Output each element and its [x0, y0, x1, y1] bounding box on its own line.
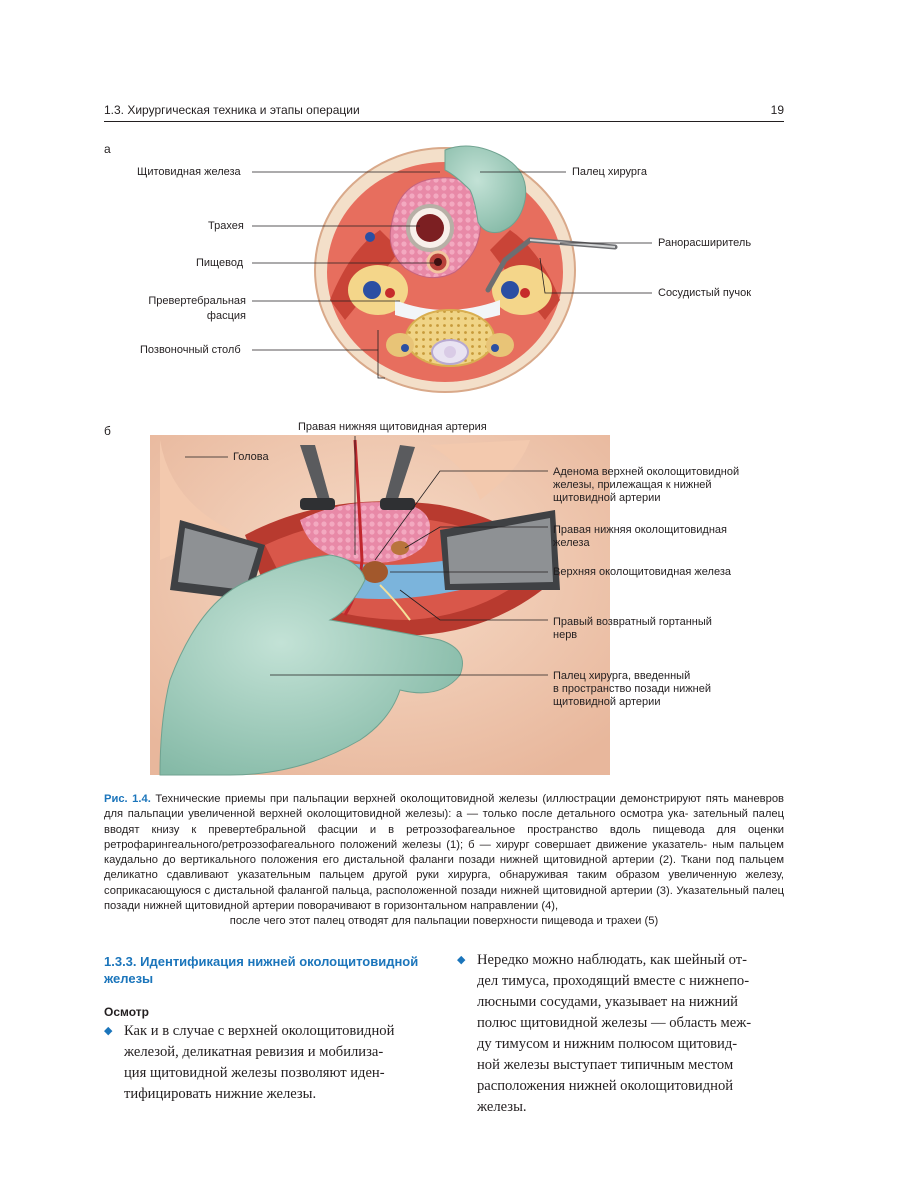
label-finger-a: Палец хирурга — [572, 166, 647, 178]
bullet-right-line-6: ной железы выступает типичным местом — [477, 1057, 734, 1073]
label-prevertebral-fascia — [130, 295, 246, 323]
caption-line-9: после чего этот палец отводят для пальпации поверхности пищевода и трахеи (5) — [229, 915, 659, 928]
bullet-left — [104, 1021, 431, 1105]
label-trachea: Трахея — [208, 220, 244, 232]
bullet-left-line-3: ция щитовидной железы позволяют иден- — [124, 1065, 385, 1081]
caption-line-7: увеличенную железу, соприкасающуюся с дистальной фалангой пальца, расположенной позади нижней щитовидной — [104, 869, 785, 897]
label-right-lower-parathyroid — [553, 524, 773, 550]
label-finger-b-2: в пространство позади нижней — [553, 683, 712, 695]
label-adenoma-2: железы, прилежащая к нижней — [553, 479, 712, 491]
label-head: Голова — [233, 451, 269, 463]
label-prevertebral-1: Превертебральная — [148, 295, 246, 307]
label-esophagus: Пищевод — [196, 257, 244, 269]
section-heading-line-2: железы — [104, 971, 154, 986]
label-prevertebral-2: фасция — [206, 310, 246, 322]
label-nerve-2: нерв — [553, 629, 578, 641]
section-heading — [104, 953, 434, 987]
bullet-left-line-4: тифицировать нижние железы. — [124, 1086, 317, 1102]
label-surgeon-finger-b — [553, 670, 773, 709]
bullet-right-line-1: Нередко можно наблюдать, как шейный от- — [477, 952, 747, 968]
label-thyroid: Щитовидная железа — [137, 166, 241, 178]
label-adenoma-3: щитовидной артерии — [553, 492, 661, 504]
bullet-right-line-5: ду тимусом и нижним полюсом щитовид- — [477, 1036, 738, 1052]
label-adenoma — [553, 466, 773, 505]
caption-line-8: артерии (3). Указательный палец позади нижней щитовидной артерии поворачивают в горизонтальном направлении (4), — [104, 884, 785, 913]
bullet-diamond-icon: ◆ — [457, 954, 466, 966]
figure-number: Рис. 1.4. — [104, 793, 151, 805]
label-lower-gland-1: Правая нижняя околощитовидная — [553, 524, 727, 536]
bullet-right-line-3: люсными сосудами, указывает на нижний — [477, 994, 738, 1010]
figure-caption — [104, 792, 784, 930]
caption-line-4: оценки ретрофарингеального/ретроэзофагеального положений железы (1); б — хирург совершает движение указатель- — [104, 823, 785, 851]
label-adenoma-1: Аденома верхней околощитовидной — [553, 466, 740, 478]
running-title: 1.3. Хирургическая техника и этапы операции — [104, 103, 360, 117]
bullet-right-line-7: расположения нижней околощитовидной — [477, 1078, 734, 1094]
label-recurrent-nerve — [553, 616, 773, 642]
label-nerve-1: Правый возвратный гортанный — [553, 616, 712, 628]
bullet-right-line-2: дел тимуса, проходящий вместе с нижнепо- — [477, 973, 750, 989]
caption-line-1: Технические приемы при пальпации верхней околощитовидной железы (иллюстрации демонстрируют пять — [150, 793, 729, 805]
page-number: 19 — [770, 103, 784, 117]
bullet-right-line-4: полюс щитовидной железы — область меж- — [477, 1015, 752, 1031]
bullet-right — [457, 950, 784, 1118]
label-right-inferior-thyroid-artery: Правая нижняя щитовидная артерия — [298, 421, 487, 433]
caption-line-6: Ткани под пальцем деликатно сдавливают указательным пальцем другой руки хирурга, обнаруживая таким образом — [104, 854, 785, 882]
label-spine: Позвоночный столб — [140, 344, 241, 356]
subheading-inspection: Осмотр — [104, 1005, 149, 1019]
operative-field — [150, 435, 610, 775]
neck-cross-section — [315, 146, 615, 392]
label-upper-parathyroid: Верхняя околощитовидная железа — [553, 566, 731, 578]
bullet-right-line-8: железы. — [477, 1099, 527, 1115]
caption-line-3: зательный палец вводят книзу к превертебральной фасции и в ретроэзофагеальное пространство вдоль пищевода для — [104, 808, 785, 836]
panel-b-label: б — [104, 424, 111, 438]
bullet-left-line-2: железой, деликатная ревизия и мобилиза- — [124, 1044, 384, 1060]
panel-a-label: а — [104, 142, 111, 156]
label-finger-b-1: Палец хирурга, введенный — [553, 670, 691, 682]
label-vascular-bundle: Сосудистый пучок — [658, 287, 752, 299]
bullet-left-line-1: Как и в случае с верхней околощитовидной — [124, 1023, 395, 1039]
bullet-diamond-icon: ◆ — [104, 1025, 113, 1037]
caption-line-2: маневров для пальпации увеличенной верхней околощитовидной железы): а — только после детального осмотра ука- — [104, 793, 785, 821]
section-heading-line-1: 1.3.3. Идентификация нижней околощитовидной — [104, 954, 419, 969]
caption-line-5: ным пальцем каудально до вертикального положения его дистальной фаланги позади нижней щитовидной артерии (2). — [104, 838, 785, 867]
label-lower-gland-2: железа — [553, 537, 590, 549]
label-finger-b-3: щитовидной артерии — [553, 696, 661, 708]
label-retractor: Ранорасширитель — [658, 237, 752, 249]
